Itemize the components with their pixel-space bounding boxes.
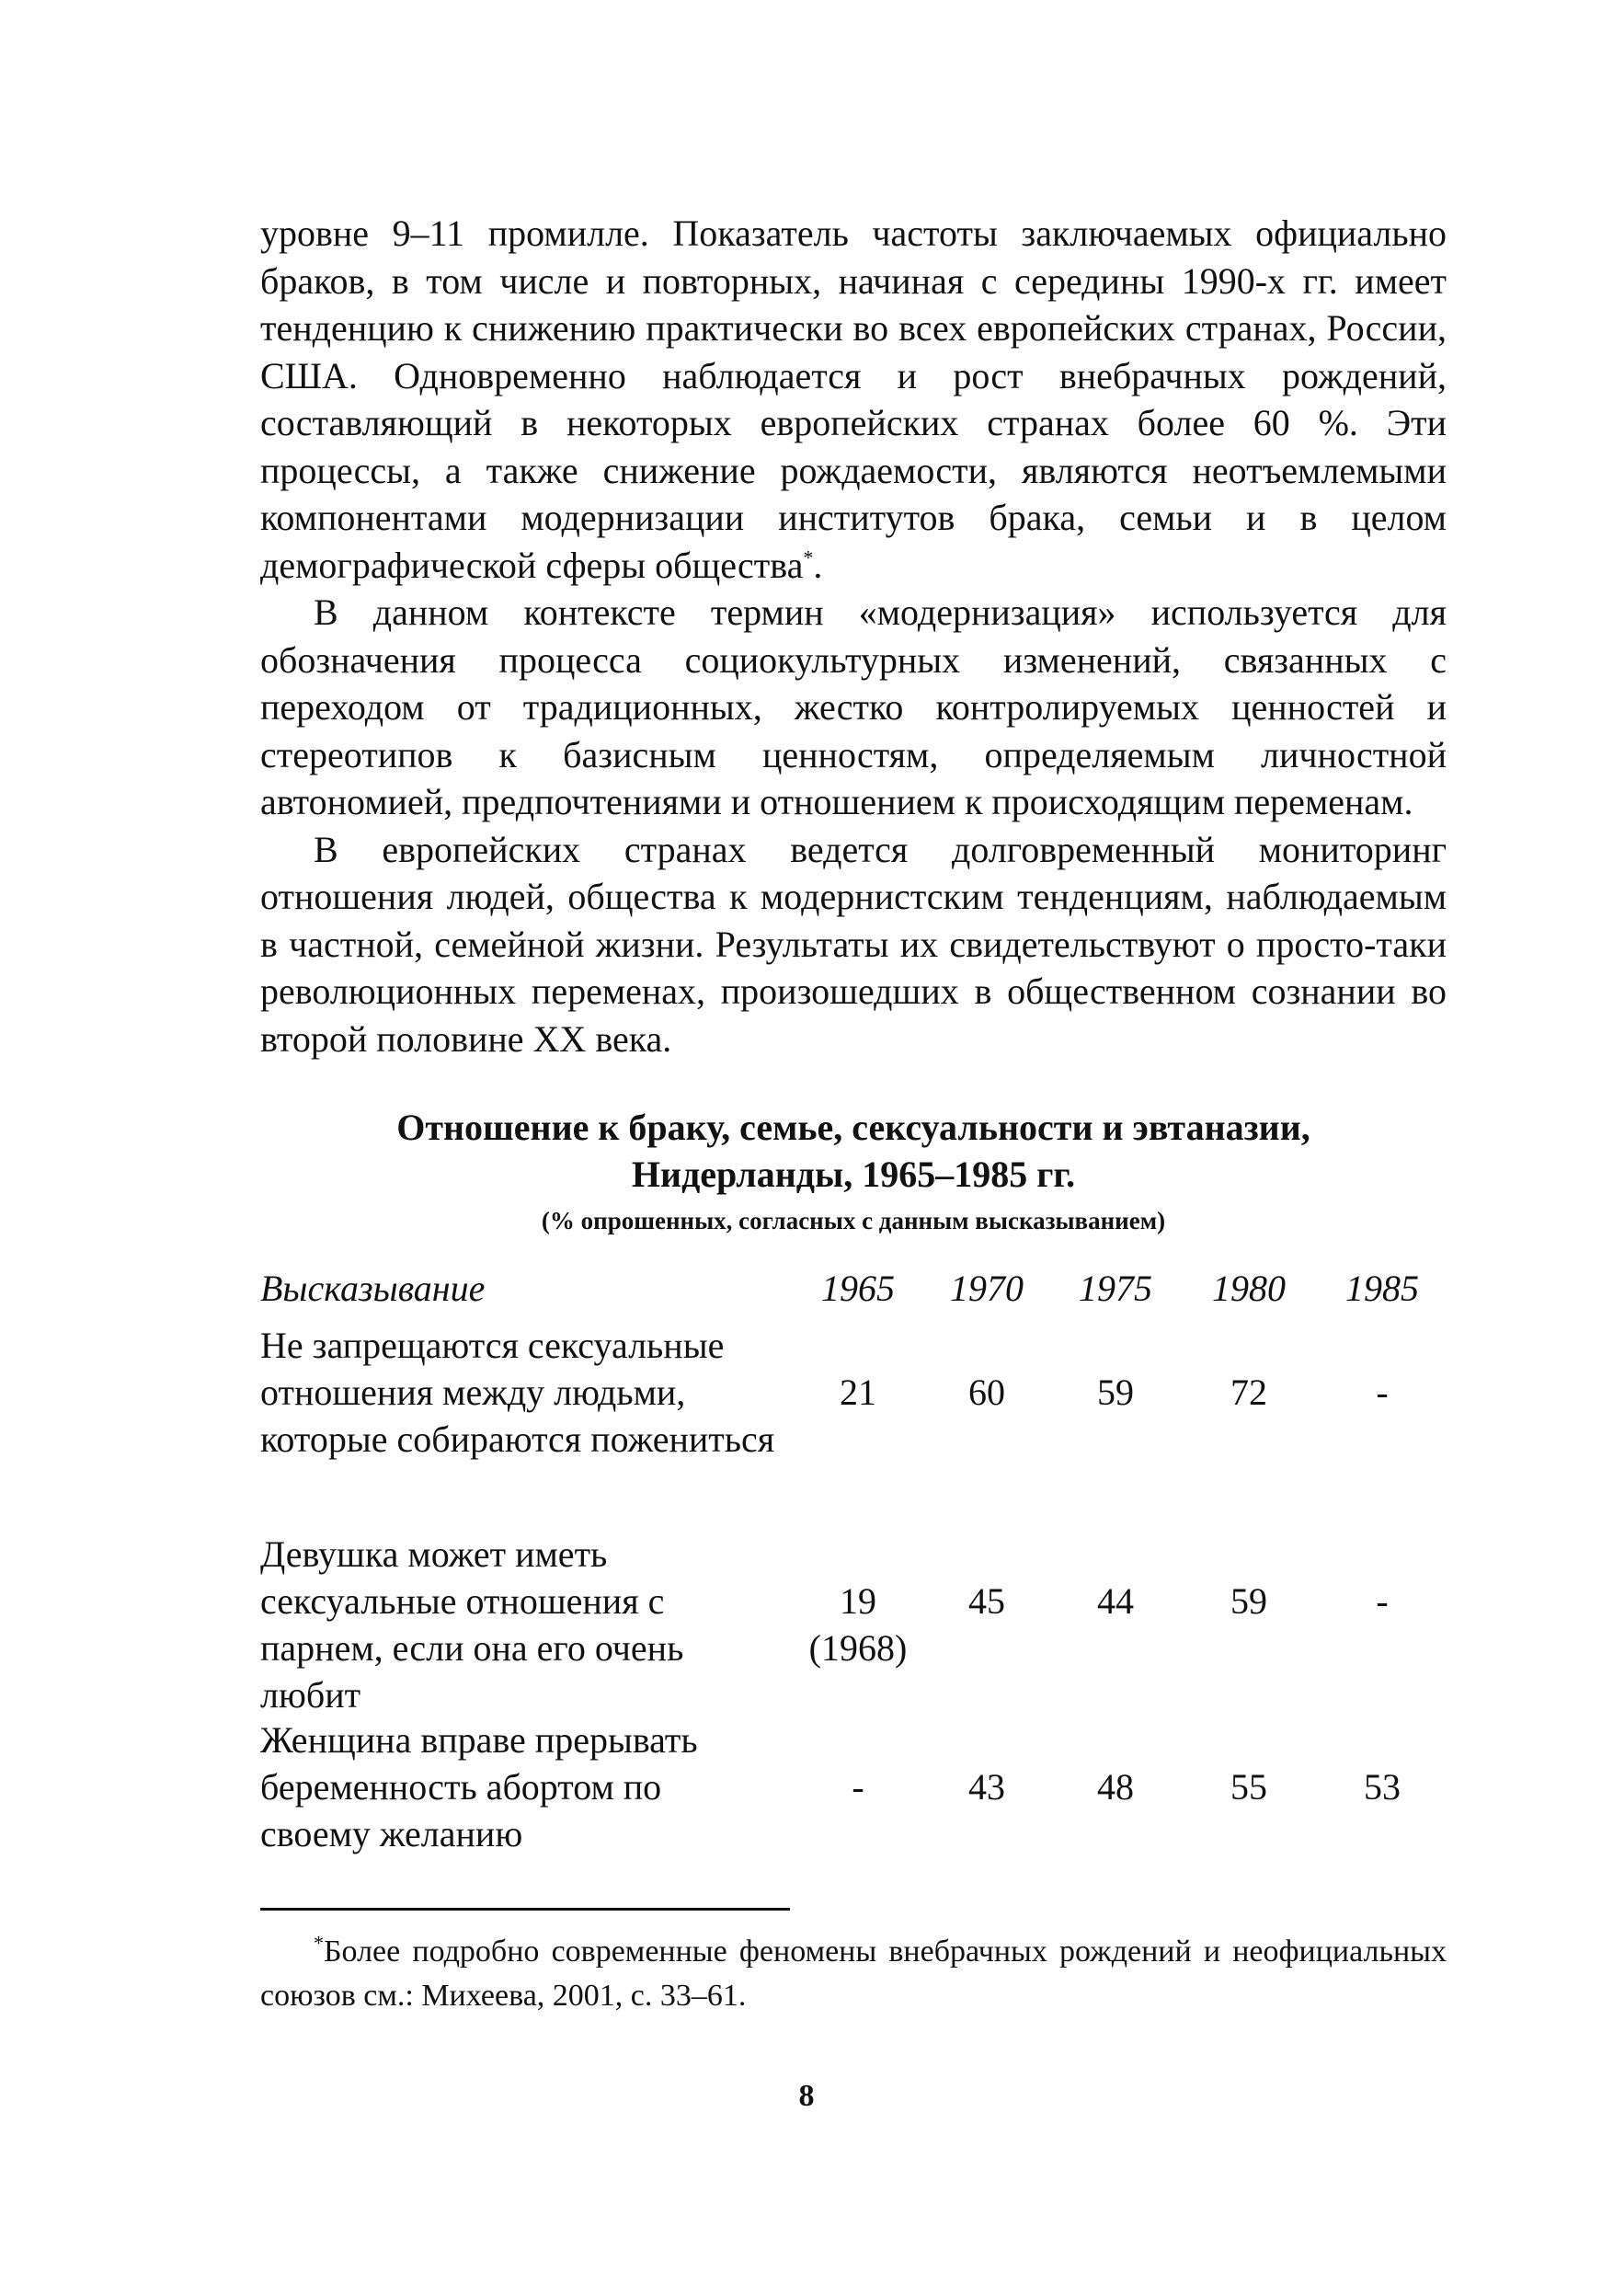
footnote-mark: * xyxy=(314,1931,324,1955)
header-year: 1980 xyxy=(1212,1268,1286,1309)
table-row xyxy=(260,1531,1447,1716)
row-value: 19 xyxy=(840,1580,876,1622)
header-statement: Высказывание xyxy=(260,1268,486,1309)
row-value: 21 xyxy=(840,1372,876,1413)
paragraph-1 xyxy=(260,210,1447,589)
paragraph-3: В европейских странах ведется долговременный мониторинг отношения людей, общества к модернистским тенденциям, наблюдаемым в частной, семейной жизни. Результаты их свидетельствуют о просто-таки революционных переменах, произошедших в общественном сознании во второй половине XX века. xyxy=(260,828,1447,1060)
row-value: 59 xyxy=(1230,1580,1267,1622)
row-value: - xyxy=(1376,1372,1389,1413)
paragraph-1-tail: . xyxy=(813,544,823,586)
table-row xyxy=(260,1322,1447,1510)
row-value: 72 xyxy=(1230,1372,1267,1413)
footnote-divider xyxy=(260,1908,790,1911)
row-value: 44 xyxy=(1097,1580,1134,1622)
row-value: 43 xyxy=(968,1766,1005,1808)
row-value-note: (1968) xyxy=(808,1627,908,1669)
row-statement: Женщина вправе прерывать беременность абортом по своему желанию xyxy=(260,1719,698,1854)
row-value: 48 xyxy=(1097,1766,1134,1808)
row-value: 55 xyxy=(1230,1766,1267,1808)
row-value: - xyxy=(852,1766,864,1808)
table-subtitle: (% опрошенных, согласных с данным высказыванием) xyxy=(541,1207,1166,1234)
table-title xyxy=(260,1104,1447,1198)
row-statement: Не запрещаются сексуальные отношения между людьми, которые собираются пожениться xyxy=(260,1325,775,1460)
row-value: 59 xyxy=(1097,1372,1134,1413)
header-year: 1975 xyxy=(1079,1268,1152,1309)
header-year: 1970 xyxy=(950,1268,1024,1309)
footnote-marker: * xyxy=(803,545,814,569)
header-year: 1965 xyxy=(821,1268,895,1309)
row-value-with-note xyxy=(794,1578,922,1671)
row-value: - xyxy=(1376,1580,1389,1622)
table-title-line-1: Отношение к браку, семье, сексуальности и эвтаназии, xyxy=(396,1107,1310,1148)
table-title-line-2: Нидерланды, 1965–1985 гг. xyxy=(631,1154,1076,1195)
body-text xyxy=(260,210,1447,1062)
row-value: 45 xyxy=(968,1580,1005,1622)
row-value: 53 xyxy=(1364,1766,1401,1808)
row-statement: Девушка может иметь сексуальные отношения с парнем, если она его очень любит xyxy=(260,1533,684,1716)
header-year: 1985 xyxy=(1345,1268,1419,1309)
page-number: 8 xyxy=(798,2079,815,2113)
paragraph-2: В данном контексте термин «модернизация» используется для обозначения процесса социокультурных изменений, связанных с переходом от традиционных, жестко контролируемых ценностей и стереотипов к базисным ценностям, определяемым личностной автономией, предпочтениями и отношением к происходящим переменам. xyxy=(260,591,1447,822)
table-header-row xyxy=(260,1265,1447,1322)
footnote xyxy=(260,1930,1447,2018)
paragraph-1-text: уровне 9–11 промилле. Показатель частоты заключаемых официально браков, в том числе и повторных, начиная с середины 1990-х гг. имеет тенденцию к снижению практически во всех европейских странах, России, США. Одновременно наблюдается и рост внебрачных рождений, составляющий в некоторых европейских странах более 60 %. Эти процессы, а также снижение рождаемости, являются неотъемлемыми компонентами модернизации институтов брака, семьи и в целом демографической сферы общества xyxy=(260,212,1447,586)
row-value: 60 xyxy=(968,1372,1005,1413)
footnote-text: Более подробно современные феномены внебрачных рождений и неофициальных союзов см.: Михеева, 2001, с. 33–61. xyxy=(260,1934,1447,2013)
data-table xyxy=(260,1265,1447,1864)
table-row xyxy=(260,1716,1447,1864)
